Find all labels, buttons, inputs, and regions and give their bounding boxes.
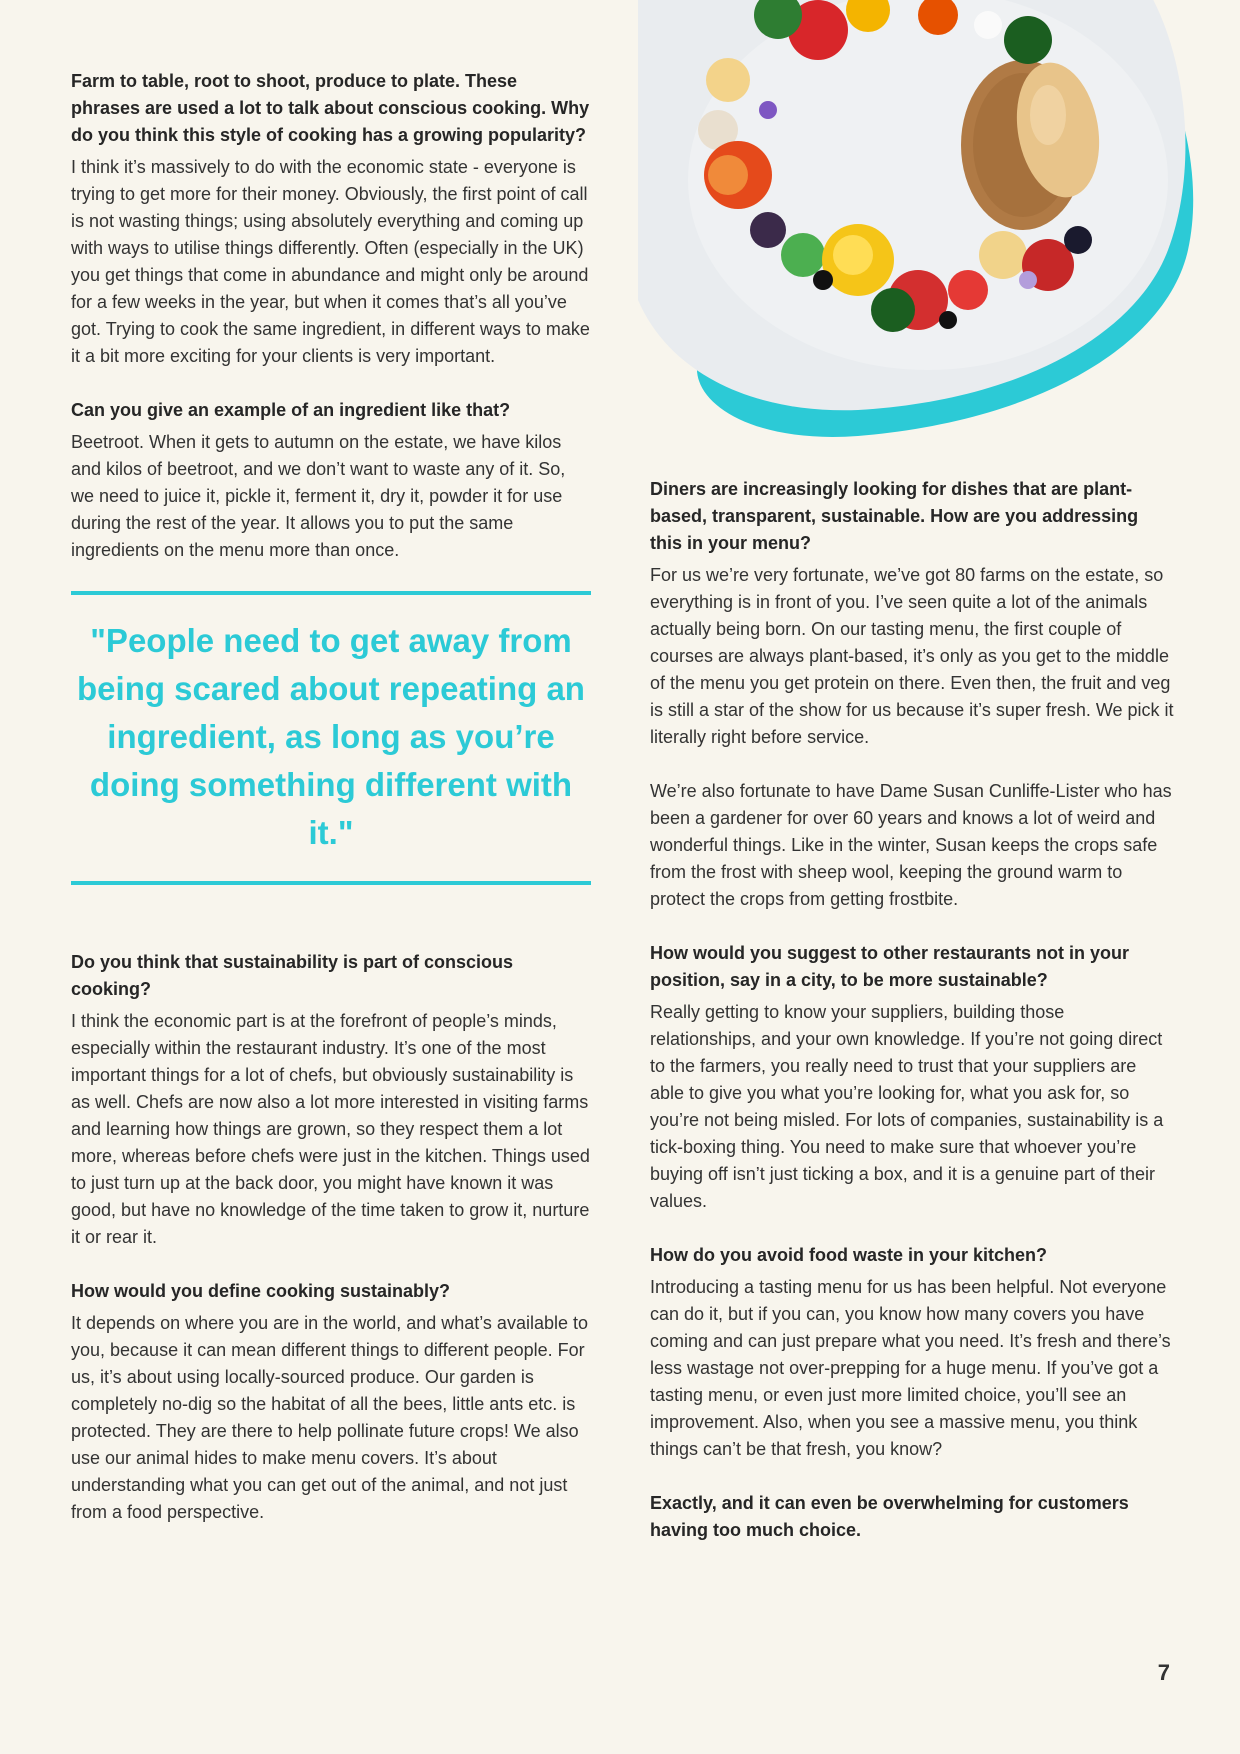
plated-dish-illustration [628,0,1208,440]
left-column [71,68,591,1553]
interview-answer: I think the economic part is at the forefront of people’s minds, especially within the restaurant industry. It’s one of the most important things for a lot of chefs, but obviously sustainability is as well. Chefs are now also a lot more interested in visiting farms and learning how things are grown, so they respect them a lot more, whereas before chefs were just in the kitchen. Things used to just turn up at the back door, you might have known it was good, but have no knowledge of the time taken to grow it, nurture it or rear it. [71,1011,590,1247]
qa-block [71,397,591,564]
page-number: 7 [1157,1660,1170,1685]
interview-answer: It depends on where you are in the world, and what’s available to you, because it can mean different things to different people. For us, it’s about using locally-sourced produce. Our garden is completely no-dig so the habitat of all the bees, little ants etc. is protected. They are there to help pollinate future crops! We also use our animal hides to make menu covers. It’s about understanding what you can get out of the animal, and not just from a food perspective. [71,1313,588,1522]
interview-answer: For us we’re very fortunate, we’ve got 80 farms on the estate, so everything is in front of you. I’ve seen quite a lot of the animals actually being born. On our tasting menu, the first couple of courses are always plant-based, it’s only as you get to the middle of the menu you get protein on there. Even then, the fruit and veg is still a star of the show for us because it’s super fresh. We pick it literally right before service. [650,565,1174,747]
interview-question: Exactly, and it can even be overwhelming for customers having too much choice. [650,1493,1129,1540]
plate-photo [628,0,1208,440]
interview-answer: Introducing a tasting menu for us has been helpful. Not everyone can do it, but if you can, you know how many covers you have coming and can just prepare what you need. It’s fresh and there’s less wastage not over-prepping for a huge menu. If you’ve got a tasting menu, or even just more limited choice, you’ll see an improvement. Also, when you see a massive menu, you think things can’t be that fresh, you know? [650,1277,1171,1459]
interview-answer: Beetroot. When it gets to autumn on the estate, we have kilos and kilos of beetroot, and we don’t want to waste any of it. So, we need to juice it, pickle it, ferment it, dry it, powder it for use during the rest of the year. It allows you to put the same ingredients on the menu more than once. [71,432,566,560]
interview-question: Diners are increasingly looking for dishes that are plant-based, transparent, sustainable. How are you addressing this in your menu? [650,479,1139,553]
qa-block [71,1278,591,1526]
qa-block [71,949,591,1251]
interview-question: How would you define cooking sustainably? [71,1281,451,1301]
interview-answer: Really getting to know your suppliers, building those relationships, and your own knowledge. If you’re not going direct to the farmers, you really need to trust that your suppliers are able to give you what you’re looking for, what you ask for, so you’re not being misled. For lots of companies, sustainability is a tick-boxing thing. You need to make sure that whoever you’re buying off isn’t just ticking a box, and it is a genuine part of their values. [650,1002,1164,1211]
qa-block [650,1242,1175,1463]
qa-block [650,1490,1175,1544]
interview-question: Farm to table, root to shoot, produce to plate. These phrases are used a lot to talk about conscious cooking. Why do you think this style of cooking has a growing popularity? [71,71,590,145]
interview-question: How would you suggest to other restaurants not in your position, say in a city, to be more sustainable? [650,943,1130,990]
interview-question: Do you think that sustainability is part of conscious cooking? [71,952,514,999]
qa-block [650,476,1175,913]
interview-answer-continued: We’re also fortunate to have Dame Susan Cunliffe-Lister who has been a gardener for over 60 years and knows a lot of weird and wonderful things. Like in the winter, Susan keeps the crops safe from the frost with sheep wool, keeping the ground warm to protect the crops from getting frostbite. [650,781,1172,909]
qa-block [71,68,591,370]
qa-block [650,940,1175,1215]
right-column [650,476,1175,1549]
interview-question: Can you give an example of an ingredient like that? [71,400,511,420]
interview-question: How do you avoid food waste in your kitchen? [650,1245,1048,1265]
pull-quote: "People need to get away from being scared about repeating an ingredient, as long as you’re doing something different with it." [71,591,591,885]
interview-answer: I think it’s massively to do with the economic state - everyone is trying to get more for their money. Obviously, the first point of call is not wasting things; using absolutely everything and coming up with ways to utilise things differently. Often (especially in the UK) you get things that come in abundance and might only be around for a few weeks in the year, but when it comes that’s all you’ve got. Trying to cook the same ingredient, in different ways to make it a bit more exciting for your clients is very important. [71,157,590,366]
